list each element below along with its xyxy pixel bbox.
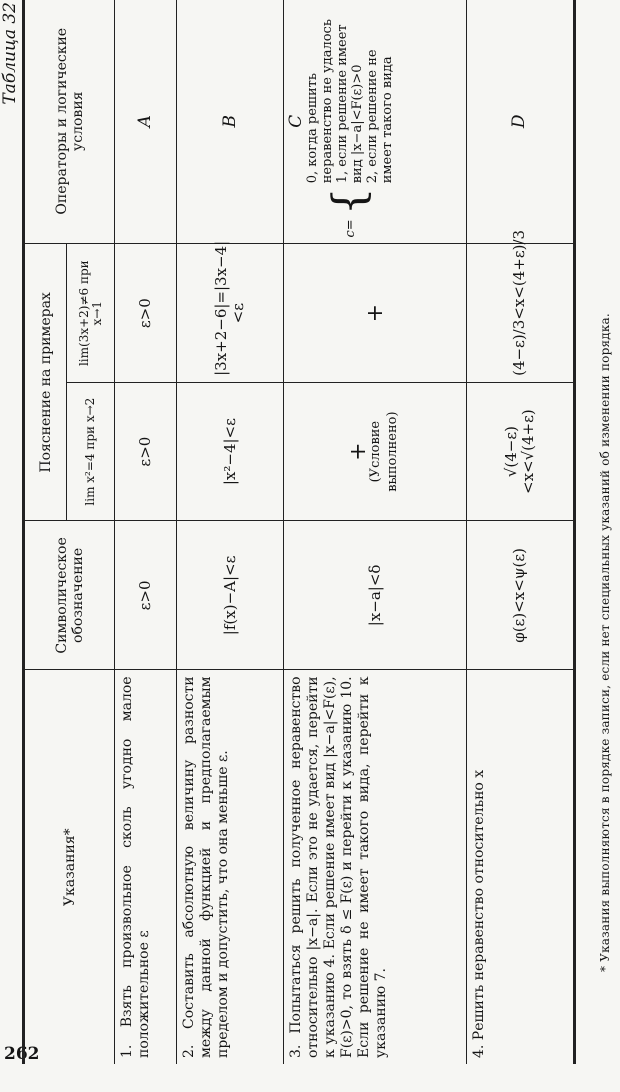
- example1-3: [284, 382, 466, 520]
- header-symbolic: Символическое обозначение: [25, 521, 115, 670]
- example2-4: (4−ε)/3<x<(4+ε)/3: [466, 244, 573, 382]
- header-example-2: lim(3x+2)≠6 при x→1: [67, 244, 115, 382]
- table-row: [466, 0, 573, 1064]
- header-operators: Операторы и логические условия: [25, 0, 115, 244]
- table-caption: Таблица 32: [0, 2, 20, 105]
- table-row: [284, 0, 466, 1064]
- symbol-1: ε>0: [115, 521, 177, 670]
- header-explanation: Пояснение на примерах: [25, 244, 67, 521]
- header-instructions: Указания*: [25, 670, 115, 1064]
- plus-mark: +: [345, 442, 371, 461]
- case-0: 0, когда решить неравенство не удалось: [305, 19, 336, 184]
- example1-1: ε>0: [115, 382, 177, 520]
- footnote: * Указания выполняются в порядке записи, если нет специальных указаний об изменении порядка.: [598, 313, 612, 972]
- example1-2: |x²−4|<ε: [177, 382, 284, 520]
- header-example-1: lim x²=4 при x→2: [67, 382, 115, 520]
- instruction-2: 2. Составить абсолютную величину разности между данной функцией и предполагаемым пределом и допустить, что она меньше ε.: [177, 670, 284, 1064]
- cases-list: [305, 5, 395, 183]
- operator-3-cases: [305, 5, 395, 237]
- example2-3: +: [284, 244, 466, 382]
- case-2: 2, если решение не имеет такого вида: [365, 49, 396, 184]
- table-row: [115, 0, 177, 1064]
- symbol-4: φ(ε)<x<ψ(ε): [466, 521, 573, 670]
- operator-3: [284, 0, 466, 244]
- operator-1: A: [115, 0, 177, 244]
- c-equals: c=: [342, 219, 358, 238]
- case-1: 1, если решение имеет вид |x−a|<F(ε)>0: [335, 24, 366, 184]
- operator-2: B: [177, 0, 284, 244]
- example2-2: |3x+2−6|=|3x−4|<ε: [177, 244, 284, 382]
- algorithm-table: [24, 0, 574, 1064]
- table-frame: [22, 0, 576, 1064]
- instruction-3: 3. Попытаться решить полученное неравенство относительно |x−a|. Если это не удается, перейти к указанию 4. Если решение имеет вид |x−a|<F(ε), F(ε)>0, то взять δ ≤ F(ε) и перейти к указанию 10. Если решение не имеет такого вида, перейти к указанию 7.: [284, 670, 466, 1064]
- symbol-2: |f(x)−A|<ε: [177, 521, 284, 670]
- operator-4: D: [466, 0, 573, 244]
- example2-1: ε>0: [115, 244, 177, 382]
- instruction-4: 4. Решить неравенство относительно x: [466, 670, 573, 1064]
- condition-note: (Условие выполнено): [367, 411, 400, 492]
- example1-4: √(4−ε)<x<√(4+ε): [466, 382, 573, 520]
- operator-3-letter: C: [286, 114, 307, 128]
- symbol-3: |x−a|<δ: [284, 521, 466, 670]
- left-brace-icon: {: [324, 187, 376, 216]
- page-number: 262: [4, 1044, 40, 1064]
- table-row: [177, 0, 284, 1064]
- instruction-1: 1. Взять произвольное сколь угодно малое положительное ε: [115, 670, 177, 1064]
